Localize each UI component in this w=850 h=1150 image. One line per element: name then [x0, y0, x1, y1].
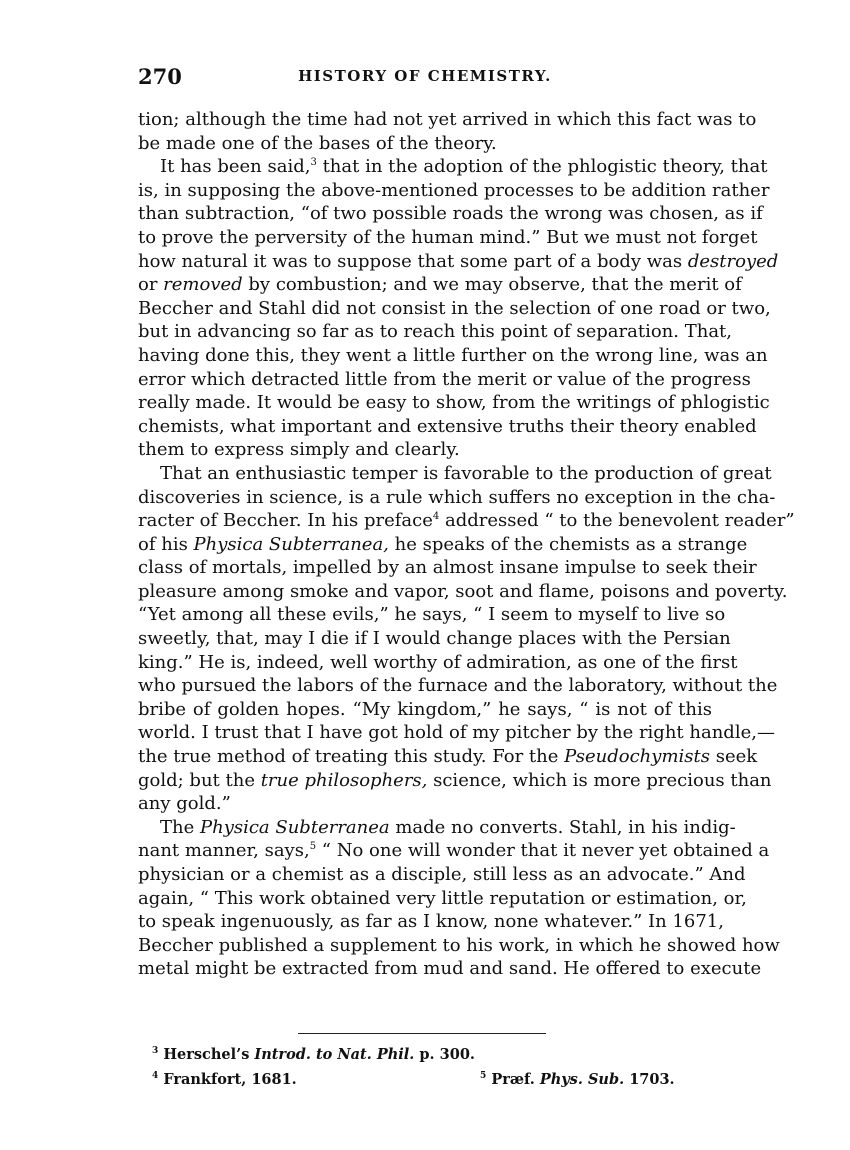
text-line	[138, 887, 747, 911]
text-run: by combustion; and we may observe, that the merit of	[242, 274, 742, 296]
italic-text: removed	[163, 274, 243, 296]
footnote-marker: 3	[310, 157, 317, 169]
text-line	[138, 202, 763, 226]
text-run: Beccher published a supplement to his work, in which he showed how	[138, 934, 780, 956]
paragraph	[138, 155, 779, 462]
text-run: “ No one will wonder that it never yet obtained a	[316, 840, 770, 862]
text-run: tion; although the time had not yet arrived in which this fact was to	[138, 109, 757, 130]
text-line	[138, 674, 778, 698]
text-line	[138, 250, 779, 274]
text-line	[138, 462, 772, 486]
italic-text: Introd. to Nat. Phil.	[254, 1046, 415, 1063]
paragraph	[138, 108, 757, 155]
footnote-marker: 4	[152, 1071, 159, 1081]
text-run: them to express simply and clearly.	[138, 439, 460, 461]
text-line	[138, 910, 724, 934]
text-line	[138, 698, 712, 722]
text-run: be made one of the bases of the theory.	[138, 132, 497, 154]
text-line	[138, 368, 751, 392]
text-line	[138, 839, 770, 863]
text-run: that in the adoption of the phlogistic theory, that	[316, 156, 768, 178]
text-run: That an enthusiastic temper is favorable to the production of great	[160, 462, 772, 484]
text-line	[138, 627, 731, 651]
text-run: he speaks of the chemists as a strange	[388, 533, 748, 555]
text-run: 1703.	[624, 1071, 675, 1088]
text-line	[138, 226, 758, 250]
text-line	[138, 769, 772, 793]
text-line	[138, 957, 762, 981]
text-run: “Yet among all these evils,” he says, “ I seem to myself to live so	[138, 604, 726, 626]
text-run: world. I trust that I have got hold of my pitcher by the right handle,—	[138, 722, 775, 744]
italic-text: destroyed	[687, 250, 779, 272]
text-run: to speak ingenuously, as far as I know, none whatever.” In 1671,	[138, 911, 724, 933]
text-line	[138, 580, 788, 604]
text-run: Beccher and Stahl did not consist in the selection of one road or two,	[138, 297, 771, 319]
text-run: metal might be extracted from mud and sand. He offered to execute	[138, 958, 762, 980]
italic-text: Phys. Sub.	[539, 1071, 625, 1088]
text-run: but in advancing so far as to reach this point of separation. That,	[138, 321, 732, 343]
text-run: really made. It would be easy to show, from the writings of phlogistic	[138, 392, 770, 414]
italic-text: true philosophers,	[260, 769, 428, 791]
text-run: of his	[138, 533, 194, 555]
text-run: racter of Beccher. In his preface	[138, 510, 433, 532]
text-run: addressed “ to the benevolent reader”	[439, 510, 795, 532]
text-line	[138, 415, 757, 439]
text-line	[138, 486, 776, 510]
paragraph	[138, 816, 780, 981]
text-line	[138, 132, 712, 156]
text-line	[138, 179, 770, 203]
running-title: HISTORY OF CHEMISTRY.	[298, 67, 552, 85]
text-run: having done this, they went a little further on the wrong line, was an	[138, 344, 768, 366]
footnote-rule	[298, 1033, 546, 1034]
paragraph	[138, 462, 795, 816]
text-line	[138, 533, 748, 557]
page-number: 270	[138, 64, 182, 89]
footnote-marker: 3	[152, 1046, 159, 1056]
text-run: bribe of golden hopes. “My kingdom,” he says, “ is not of this	[138, 698, 712, 720]
text-run: is, in supposing the above-mentioned processes to be addition rather	[138, 179, 770, 201]
text-run: nant manner, says,	[138, 840, 310, 862]
italic-text: Pseudochymists	[564, 746, 710, 768]
text-run: discoveries in science, is a rule which suffers no exception in the cha-	[138, 486, 776, 508]
text-line	[138, 320, 732, 344]
text-run: any gold.”	[138, 793, 231, 815]
text-line	[138, 344, 768, 368]
text-line	[138, 792, 712, 816]
text-line	[138, 273, 742, 297]
text-line	[138, 438, 712, 462]
body-text	[138, 108, 795, 981]
text-line	[138, 603, 726, 627]
footnote-marker: 4	[432, 511, 440, 523]
text-run: science, which is more precious than	[427, 769, 772, 791]
running-head	[138, 64, 712, 90]
text-run: class of mortals, impelled by an almost insane impulse to seek their	[138, 557, 757, 579]
italic-text: Physica Subterranea	[199, 816, 390, 838]
text-run: or	[138, 274, 164, 296]
text-run: gold; but the	[138, 769, 261, 791]
text-run: chemists, what important and extensive truths their theory enabled	[138, 415, 757, 437]
text-run: physician or a chemist as a disciple, still less as an advocate.” And	[138, 864, 746, 885]
text-line	[138, 934, 780, 958]
text-line	[138, 155, 768, 179]
text-line	[138, 509, 795, 533]
text-line	[138, 816, 736, 840]
text-run: seek	[709, 746, 758, 768]
text-run: The	[160, 816, 200, 838]
text-run: made no converts. Stahl, in his indig-	[389, 816, 736, 838]
text-line	[138, 651, 738, 675]
footnote-3	[152, 1046, 475, 1063]
text-run: Herschel’s	[158, 1046, 255, 1063]
text-run: error which detracted little from the merit or value of the progress	[138, 368, 751, 390]
footnote-4	[152, 1071, 297, 1088]
text-run: Frankfort, 1681.	[158, 1071, 297, 1088]
italic-text: Physica Subterranea,	[193, 533, 389, 555]
text-line	[138, 108, 757, 132]
text-run: It has been said,	[160, 156, 311, 178]
text-line	[138, 721, 775, 745]
text-run: sweetly, that, may I die if I would change places with the Persian	[138, 628, 731, 650]
text-line	[138, 863, 746, 887]
text-run: the true method of treating this study. For the	[138, 746, 565, 768]
text-run: king.” He is, indeed, well worthy of admiration, as one of the first	[138, 651, 738, 673]
text-line	[138, 556, 757, 580]
text-run: Præf.	[486, 1071, 540, 1088]
text-run: p. 300.	[414, 1046, 475, 1063]
footnote-marker: 5	[480, 1071, 487, 1081]
text-run: who pursued the labors of the furnace and the laboratory, without the	[138, 675, 778, 697]
footnote-5	[480, 1071, 675, 1088]
text-run: than subtraction, “of two possible roads the wrong was chosen, as if	[138, 203, 763, 225]
text-run: to prove the perversity of the human mind.” But we must not forget	[138, 226, 758, 248]
text-run: again, “ This work obtained very little reputation or estimation, or,	[138, 887, 747, 909]
text-line	[138, 745, 758, 769]
text-line	[138, 391, 770, 415]
text-line	[138, 297, 771, 321]
text-run: pleasure among smoke and vapor, soot and flame, poisons and poverty.	[138, 580, 788, 602]
footnote-marker: 5	[309, 841, 317, 853]
text-run: how natural it was to suppose that some part of a body was	[138, 250, 688, 272]
